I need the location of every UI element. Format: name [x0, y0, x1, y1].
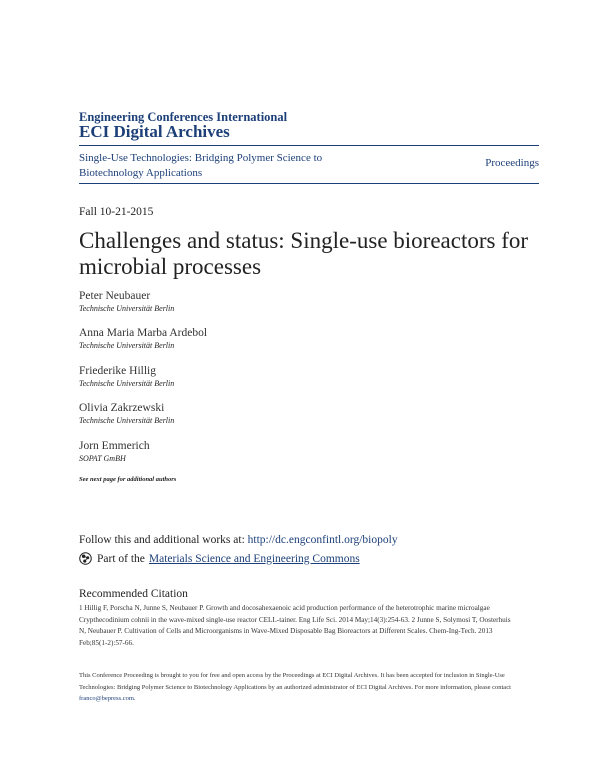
author-affiliation: Technische Universität Berlin — [79, 416, 175, 425]
author-block — [79, 439, 150, 464]
author-affiliation: Technische Universität Berlin — [79, 379, 175, 388]
author-name: Jorn Emmerich — [79, 440, 150, 452]
author-name: Peter Neubauer — [79, 290, 151, 302]
footer-text: This Conference Proceeding is brought to you for free and open access by the Proceedings at ECI Digital Archives. It has been accepted for inclusion in Single-Use Technologies: Bridging Polymer Science to Biotechnology Applications by an authorized administrator of ECI Digital Archives. For more information, please contact — [79, 672, 511, 691]
follow-line — [79, 534, 398, 546]
author-affiliation: Technische Universität Berlin — [79, 304, 175, 313]
footer-note — [79, 670, 524, 705]
author-affiliation: Technische Universität Berlin — [79, 341, 175, 350]
header-rule-top — [79, 145, 539, 146]
follow-url-link[interactable]: http://dc.engconfintl.org/biopoly — [247, 534, 398, 546]
author-name: Anna Maria Marba Ardebol — [79, 327, 208, 339]
archive-title[interactable]: ECI Digital Archives — [79, 122, 230, 141]
paper-date: Fall 10-21-2015 — [79, 206, 154, 218]
contact-email-link[interactable]: franco@bepress.com — [79, 695, 134, 702]
see-next-note: See next page for additional authors — [79, 476, 177, 483]
author-block — [79, 289, 174, 314]
series-link[interactable]: Single-Use Technologies: Bridging Polymer Science to Biotechnology Applications — [79, 152, 323, 179]
author-name: Olivia Zakrzewski — [79, 402, 165, 414]
partof-label: Part of the — [97, 552, 145, 565]
header-rule-bottom — [79, 183, 539, 184]
citation-text: 1 Hillig F, Porscha N, Junne S, Neubauer P. Growth and docosahexaenoic acid production performance of the heterotrophic marine microalgae Crypthecodinium cohnii in the wave-mixed single-use reactor CELL-tainer. Eng Life Sci. 2014 May;14(3):254-63. 2 Junne S, Solymosi T, Oosterhuis N, Neubauer P. Cultivation of Cells and Microorganisms in Wave-Mixed Disposable Bag Bioreactors at Different Scales. Chem-Ing-Tech. 2013 Feb;85(1-2):57-66. — [79, 604, 511, 647]
proceedings-link[interactable]: Proceedings — [485, 157, 539, 169]
partof-line — [79, 552, 360, 565]
citation-heading: Recommended Citation — [79, 588, 188, 600]
author-block — [79, 364, 174, 389]
author-name: Friederike Hillig — [79, 365, 156, 377]
org-name: Engineering Conferences International — [79, 110, 288, 124]
author-affiliation: SOPAT GmBH — [79, 454, 126, 463]
author-block — [79, 401, 174, 426]
commons-link[interactable]: Materials Science and Engineering Commons — [148, 552, 360, 565]
paper-title: Challenges and status: Single-use bioreactors for microbial processes — [79, 228, 529, 279]
footer-end: . — [133, 695, 136, 702]
commons-network-icon — [79, 552, 92, 565]
author-block — [79, 326, 207, 351]
follow-label: Follow this and additional works at: — [79, 534, 245, 546]
